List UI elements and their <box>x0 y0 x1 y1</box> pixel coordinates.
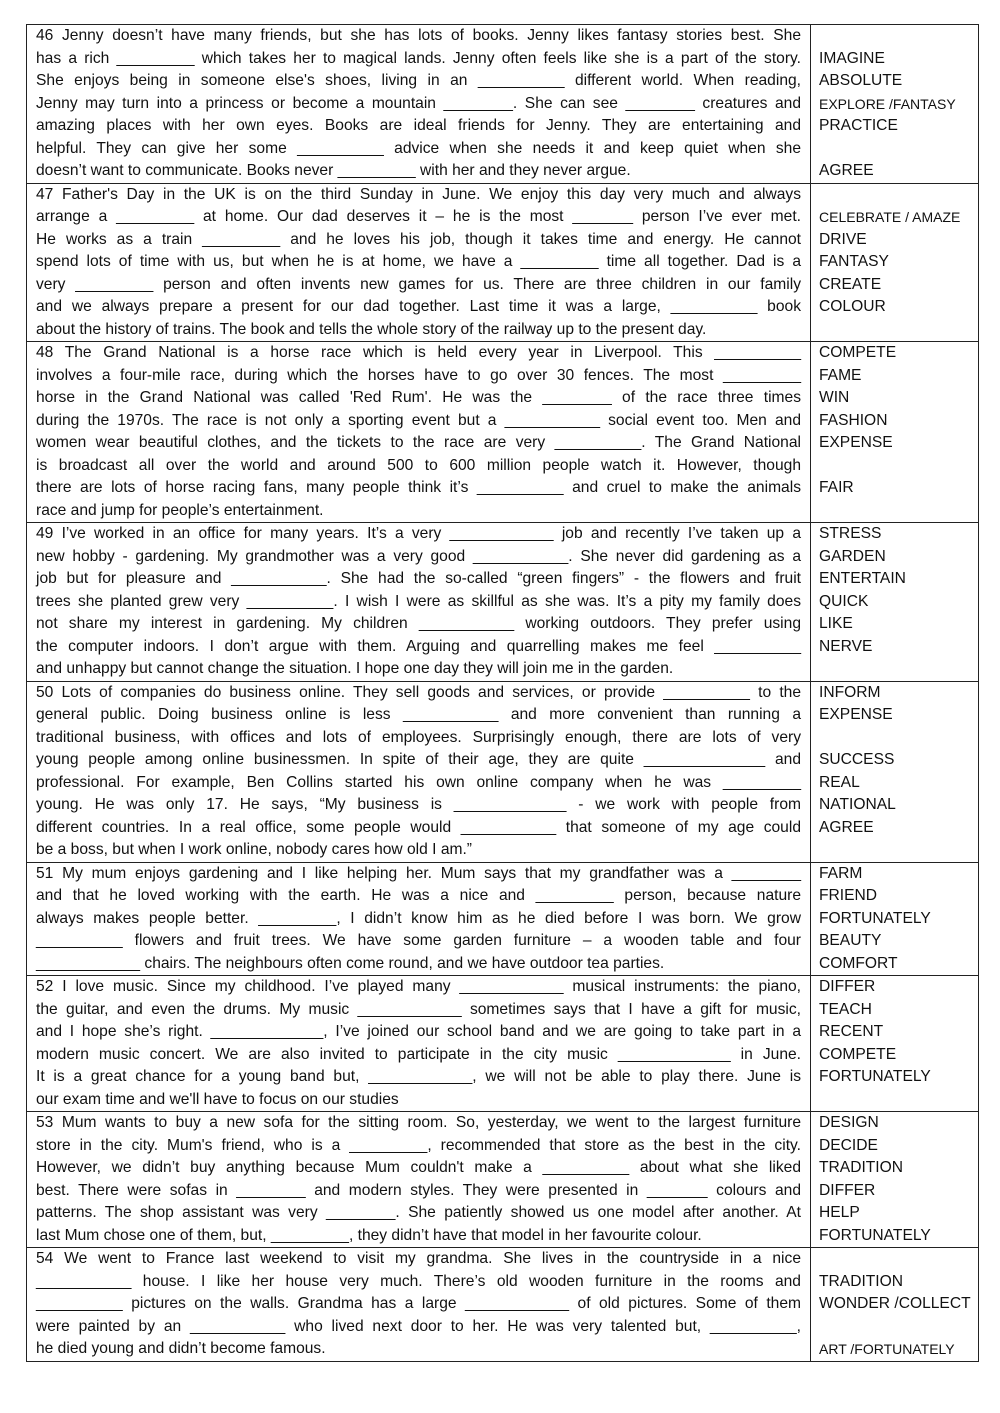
text-line: horse in the Grand National was called 'Red Rum'. He was the ________ of the race three times <box>36 389 801 406</box>
text-line: arrange a _________ at home. Our dad deserves it – he is the most _______ person I’ve ever met. <box>36 208 801 225</box>
text-line: very _________ person and often invents new games for us. There are three children in our family <box>36 275 801 293</box>
exercise-row <box>27 523 979 682</box>
word-bank-entry <box>811 1316 978 1339</box>
exercise-text <box>27 1248 811 1362</box>
word-bank-entry: FRIEND <box>819 887 878 904</box>
text-line: last Mum chose one of them, but, _________, they didn’t have that model in her favourite colour. <box>36 1226 702 1244</box>
word-bank-entry: COMPETE <box>819 1045 897 1063</box>
word-bank-entry: INFORM <box>819 683 881 701</box>
text-line: patterns. The shop assistant was very ________. She patiently showed us one model after another. At <box>36 1204 801 1221</box>
word-bank-entry <box>811 184 978 207</box>
word-bank-entry: TEACH <box>819 1000 872 1018</box>
text-line: during the 1970s. The race is not only a sporting event but a ___________ social event too. Men and <box>36 411 801 429</box>
word-bank-entry: AGREE <box>819 818 874 836</box>
word-bank-entry <box>811 839 978 862</box>
text-line: race and jump for people’s entertainment. <box>36 501 324 519</box>
text-line: 51 My mum enjoys gardening and I like helping her. Mum says that my grandfather was a ________ <box>36 864 801 882</box>
exercise-text <box>27 183 811 342</box>
exercise-text <box>27 25 811 184</box>
word-bank-entry: QUICK <box>819 592 869 610</box>
word-bank <box>811 342 979 523</box>
exercise-row <box>27 862 979 976</box>
word-bank-entry: DIFFER <box>819 1181 876 1199</box>
word-bank-entry: FARM <box>819 864 863 882</box>
word-bank-entry: LIKE <box>819 615 853 632</box>
word-bank <box>811 183 979 342</box>
exercise-row <box>27 25 979 184</box>
text-line: best. There were sofas in ________ and modern styles. They were presented in _______ colours and <box>36 1181 801 1199</box>
word-bank-entry: CELEBRATE / AMAZE <box>819 209 961 225</box>
word-bank-entry: PRACTICE <box>819 117 898 134</box>
word-bank-entry: FAME <box>819 366 862 384</box>
word-bank <box>811 976 979 1112</box>
word-bank-entry: FANTASY <box>819 253 889 270</box>
word-bank-entry: CREATE <box>819 275 882 293</box>
text-line: helpful. They can give her some __________ advice when she needs it and keep quiet when she <box>36 139 801 157</box>
text-line: 52 I love music. Since my childhood. I’ve played many ____________ musical instruments: the piano, <box>36 978 801 995</box>
word-bank <box>811 1112 979 1248</box>
text-line: is broadcast all over the world and around 500 to 600 million people watch it. However, though <box>36 456 801 474</box>
word-bank-entry: HELP <box>819 1204 860 1221</box>
text-line: be a boss, but when I work online, nobody cares how old I am.” <box>36 841 473 858</box>
word-bank <box>811 681 979 862</box>
exercise-row <box>27 342 979 523</box>
text-line: were painted by an ___________ who lived next door to her. He was very talented but, __________, <box>36 1317 801 1335</box>
word-bank-entry: FAIR <box>819 479 854 496</box>
word-bank-entry: DRIVE <box>819 230 867 248</box>
text-line: 53 Mum wants to buy a new sofa for the sitting room. So, yesterday, we went to the largest furniture <box>36 1114 801 1131</box>
word-bank-entry: COMFORT <box>819 954 898 972</box>
word-bank-entry: DIFFER <box>819 978 876 995</box>
word-bank <box>811 1248 979 1362</box>
word-bank-entry: REAL <box>819 773 860 791</box>
text-line: and I hope she’s right. _____________, I’ve joined our school band and we are going to take part in a <box>36 1023 801 1040</box>
exercise-row <box>27 681 979 862</box>
word-bank <box>811 25 979 184</box>
word-bank-entry: NATIONAL <box>819 796 896 813</box>
word-bank-entry: AGREE <box>819 162 874 179</box>
text-line: He works as a train _________ and he loves his job, though it takes time and energy. He cannot <box>36 230 801 248</box>
text-line: ___________ house. I like her house very much. There’s old wooden furniture in the rooms and <box>36 1272 801 1290</box>
text-line: has a rich _________ which takes her to magical lands. Jenny often feels like she is a part of the story. <box>36 49 801 67</box>
word-bank-entry: ENTERTAIN <box>819 570 906 587</box>
text-line: 47 Father's Day in the UK is on the third Sunday in June. We enjoy this day very much and always <box>36 185 801 203</box>
word-bank-entry: FORTUNATELY <box>819 1068 931 1085</box>
text-line: amazing places with her own eyes. Books are ideal friends for Jenny. They are entertaining and <box>36 117 801 134</box>
text-line: about the history of trains. The book and tells the whole story of the railway up to the present day. <box>36 320 707 338</box>
word-bank <box>811 523 979 682</box>
text-line: different countries. In a real office, some people would ___________ that someone of my age could <box>36 818 801 836</box>
word-bank-entry: NERVE <box>819 637 873 655</box>
word-bank-entry: STRESS <box>819 525 882 542</box>
text-line: __________ flowers and fruit trees. We have some garden furniture – a wooden table and four <box>36 932 801 949</box>
text-line: young people among online businessmen. In spite of their age, they are quite ______________ and <box>36 751 801 768</box>
text-line: our exam time and we'll have to focus on our studies <box>36 1090 399 1108</box>
word-bank-entry: EXPENSE <box>819 434 893 451</box>
text-line: 54 We went to France last weekend to visit my grandma. She lives in the countryside in a nice <box>36 1250 801 1267</box>
word-bank-entry: BEAUTY <box>819 932 882 949</box>
word-bank-entry: DESIGN <box>819 1114 879 1131</box>
text-line: not share my interest in gardening. My children ___________ working outdoors. They prefer using <box>36 615 801 632</box>
word-bank-entry: EXPLORE /FANTASY <box>819 95 956 112</box>
text-line: there are lots of horse racing fans, many people think it’s __________ and cruel to make the animals <box>36 479 801 496</box>
text-line: the guitar, and even the drums. My music ____________ sometimes says that I have a gift for music, <box>36 1000 801 1018</box>
text-line: store in the city. Mum's friend, who is a _________, recommended that store as the best in the city. <box>36 1136 801 1154</box>
word-bank-entry: COLOUR <box>819 298 886 315</box>
word-bank-entry <box>811 455 978 478</box>
exercise-row <box>27 183 979 342</box>
text-line: women wear beautiful clothes, and the tickets to the race are very __________. The Grand National <box>36 434 801 451</box>
text-line: modern music concert. We are also invited to participate in the city music _____________ in June. <box>36 1045 801 1063</box>
word-bank-entry <box>811 25 978 48</box>
exercise-text <box>27 976 811 1112</box>
text-line: 48 The Grand National is a horse race which is held every year in Liverpool. This __________ <box>36 344 801 361</box>
text-line: Jenny may turn into a princess or become a mountain ________. She can see ________ creatures and <box>36 94 801 112</box>
word-bank-entry <box>811 500 978 523</box>
text-line: always makes people better. _________, I didn’t know him as he died before I was born. We grow <box>36 909 801 927</box>
exercise-row <box>27 1248 979 1362</box>
word-bank-entry: FASHION <box>819 411 888 429</box>
word-bank-entry: TRADITION <box>819 1272 904 1290</box>
word-bank-entry: EXPENSE <box>819 706 893 723</box>
exercise-text <box>27 523 811 682</box>
text-line: and unhappy but cannot change the situation. I hope one day they will join me in the garden. <box>36 660 674 677</box>
word-bank-entry: ABSOLUTE <box>819 72 903 89</box>
word-bank-entry: WIN <box>819 389 850 406</box>
exercise-text <box>27 862 811 976</box>
text-line: traditional business, with offices and lots of employees. Surprisingly enough, there are lots of very <box>36 728 801 746</box>
exercise-table <box>26 24 979 1362</box>
word-bank-entry: ART /FORTUNATELY <box>819 1341 955 1357</box>
word-bank-entry <box>811 658 978 681</box>
word-bank-entry <box>811 1089 978 1112</box>
text-line: She enjoys being in someone else's shoes, living in an __________ different world. When reading, <box>36 72 801 89</box>
text-line: 46 Jenny doesn’t have many friends, but she has lots of books. Jenny likes fantasy stories best. She <box>36 27 801 44</box>
word-bank-entry: TRADITION <box>819 1159 904 1176</box>
word-bank-entry <box>811 138 978 161</box>
text-line: the computer indoors. I don’t argue with them. Arguing and quarrelling makes me feel __________ <box>36 637 801 655</box>
text-line: ____________ chairs. The neighbours often come round, and we have outdoor tea parties. <box>36 954 665 972</box>
text-line: young. He was only 17. He says, “My business is _____________ - we work with people from <box>36 796 801 813</box>
word-bank-entry: SUCCESS <box>819 751 895 768</box>
exercise-text <box>27 681 811 862</box>
text-line: general public. Doing business online is less ___________ and more convenient than running a <box>36 706 801 723</box>
word-bank-entry: WONDER /COLLECT <box>819 1295 971 1312</box>
text-line: professional. For example, Ben Collins started his own online company when he was _________ <box>36 773 801 791</box>
word-bank-entry <box>811 727 978 750</box>
word-bank-entry: FORTUNATELY <box>819 1226 931 1244</box>
word-bank-entry: IMAGINE <box>819 49 885 67</box>
word-bank-entry <box>811 319 978 342</box>
text-line: doesn’t want to communicate. Books never _________ with her and they never argue. <box>36 162 631 179</box>
text-line: However, we didn’t buy anything because Mum couldn't make a __________ about what she liked <box>36 1159 801 1176</box>
text-line: It is a great chance for a young band but, ____________, we will not be able to play there. June is <box>36 1068 801 1085</box>
text-line: new hobby - gardening. My grandmother was a very good ___________. She never did gardening as a <box>36 547 801 565</box>
text-line: he died young and didn’t become famous. <box>36 1340 326 1357</box>
text-line: trees she planted grew very __________. I wish I were as skillful as she was. It’s a pity my family does <box>36 592 801 610</box>
word-bank-entry: RECENT <box>819 1023 884 1040</box>
text-line: spend lots of time with us, but when he is at home, we have a _________ time all together. Dad is a <box>36 253 801 270</box>
word-bank-entry: GARDEN <box>819 547 886 565</box>
text-line: 50 Lots of companies do business online. They sell goods and services, or provide __________ to the <box>36 683 801 701</box>
exercise-text <box>27 342 811 523</box>
exercise-text <box>27 1112 811 1248</box>
text-line: and that he loved working with the earth. He was a nice and _________ person, because nature <box>36 887 801 904</box>
text-line: job but for pleasure and ___________. She had the so-called “green fingers” - the flowers and fruit <box>36 570 801 587</box>
text-line: __________ pictures on the walls. Grandma has a large ____________ of old pictures. Some of them <box>36 1295 801 1312</box>
word-bank-entry <box>811 1248 978 1271</box>
text-line: involves a four-mile race, during which the horses have to go over 30 fences. The most _________ <box>36 366 801 384</box>
text-line: 49 I’ve worked in an office for many years. It’s a very ____________ job and recently I’ve taken up a <box>36 525 801 542</box>
word-bank-entry: DECIDE <box>819 1136 878 1154</box>
word-bank <box>811 862 979 976</box>
word-bank-entry: FORTUNATELY <box>819 909 931 927</box>
exercise-row <box>27 976 979 1112</box>
text-line: and we always prepare a present for our dad together. Last time it was a large, __________ book <box>36 298 801 315</box>
exercise-row <box>27 1112 979 1248</box>
word-bank-entry: COMPETE <box>819 344 897 361</box>
